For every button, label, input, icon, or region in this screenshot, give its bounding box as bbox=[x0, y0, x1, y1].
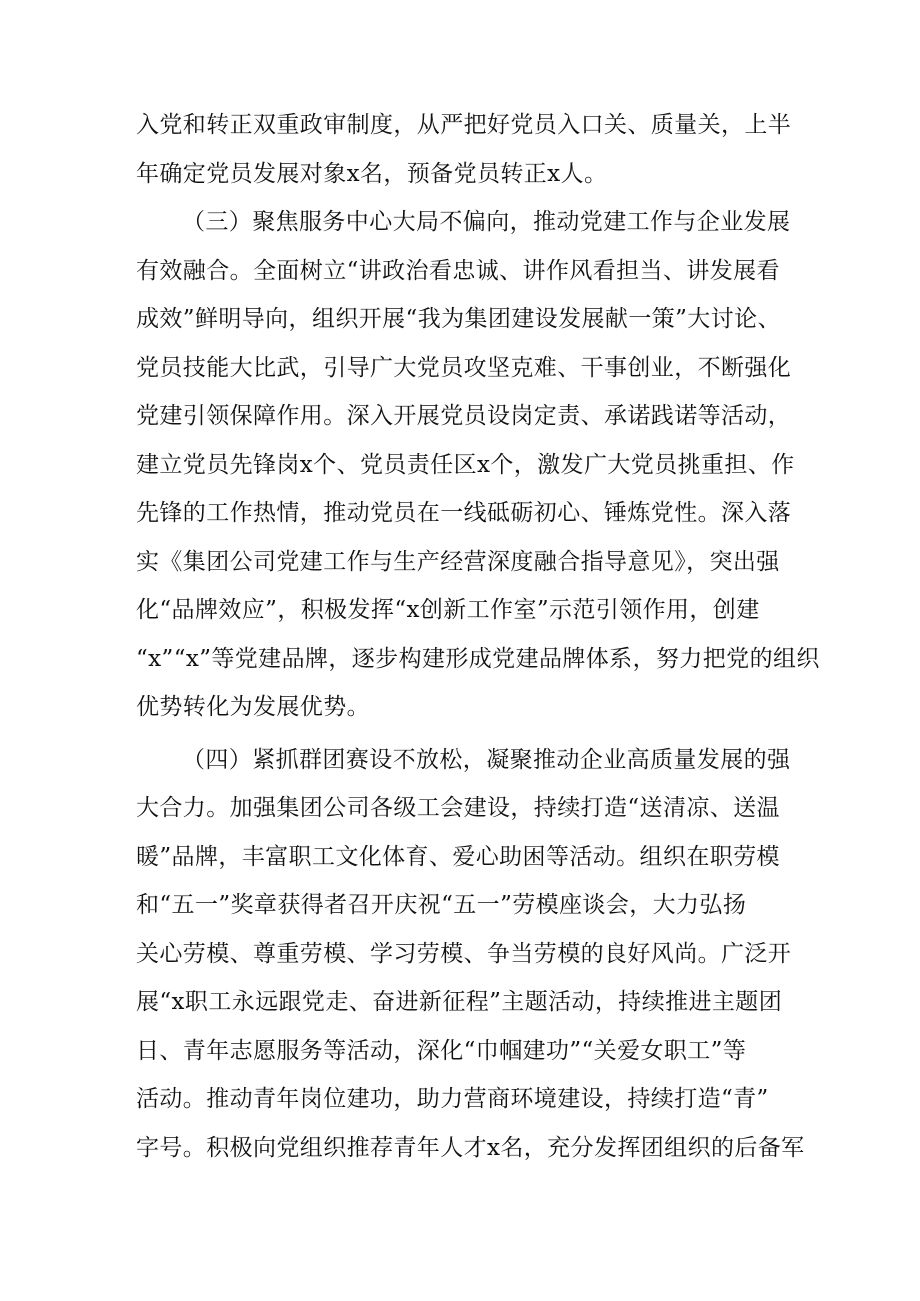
text-line-10: 实《集团公司党建工作与生产经营深度融合指导意见》，突出强 bbox=[136, 548, 780, 575]
text-line-20: 日、青年志愿服务等活动，深化“巾帼建功”“关爱女职工”等 bbox=[136, 1037, 747, 1064]
text-line-13: 优势转化为发展优势。 bbox=[136, 694, 370, 720]
text-line-4: 有效融合。全面树立“讲政治看忠诚、讲作风看担当、讲发展看 bbox=[136, 257, 780, 284]
text-line-22: 字号。积极向党组织推荐青年人才x名，充分发挥团组织的后备军 bbox=[136, 1134, 805, 1161]
section-heading-4: （四）紧抓群团赛设不放松，凝聚推动企业高质量发展的强 bbox=[182, 746, 791, 773]
text-line-19: 展“x职工永远跟党走、奋进新征程”主题活动，持续推进主题团 bbox=[136, 989, 783, 1015]
text-line-2: 年确定党员发展对象x名，预备党员转正x人。 bbox=[136, 160, 608, 187]
section-heading-3: （三）聚焦服务中心大局不偏向，推动党建工作与企业发展 bbox=[182, 209, 791, 235]
text-line-11: 化“品牌效应”，积极发挥“x创新工作室”示范引领作用，创建 bbox=[136, 597, 760, 623]
text-line-5: 成效”鲜明导向，组织开展“我为集团建设发展献一策”大讨论、 bbox=[136, 306, 781, 332]
text-line-15: 大合力。加强集团公司各级工会建设，持续打造“送清凉、送温 bbox=[136, 795, 780, 821]
text-line-8: 建立党员先锋岗x个、党员责任区x个，激发广大党员挑重担、作 bbox=[136, 451, 795, 478]
document-body bbox=[136, 101, 820, 1172]
text-line-18: 关心劳模、尊重劳模、学习劳模、争当劳模的良好风尚。广泛开 bbox=[136, 940, 792, 967]
text-line-7: 党建引领保障作用。深入开展党员设岗定责、承诺践诺等活动， bbox=[136, 403, 792, 429]
text-line-16: 暖”品牌，丰富职工文化体育、爱心助困等活动。组织在职劳模 bbox=[136, 843, 780, 870]
text-line-6: 党员技能大比武，引导广大党员攻坚克难、干事创业，不断强化 bbox=[136, 354, 792, 381]
text-line-9: 先锋的工作热情，推动党员在一线砥砺初心、锤炼党性。深入落 bbox=[136, 500, 792, 526]
text-line-12: “x”“x”等党建品牌，逐步构建形成党建品牌体系，努力把党的组织 bbox=[136, 645, 820, 672]
text-line-21: 活动。推动青年岗位建功，助力营商环境建设，持续打造“青” bbox=[136, 1086, 769, 1112]
text-line-17: 和“五一”奖章获得者召开庆祝“五一”劳模座谈会，大力弘扬 bbox=[136, 892, 747, 918]
text-line-1: 入党和转正双重政审制度，从严把好党员入口关、质量关，上半 bbox=[136, 112, 792, 138]
